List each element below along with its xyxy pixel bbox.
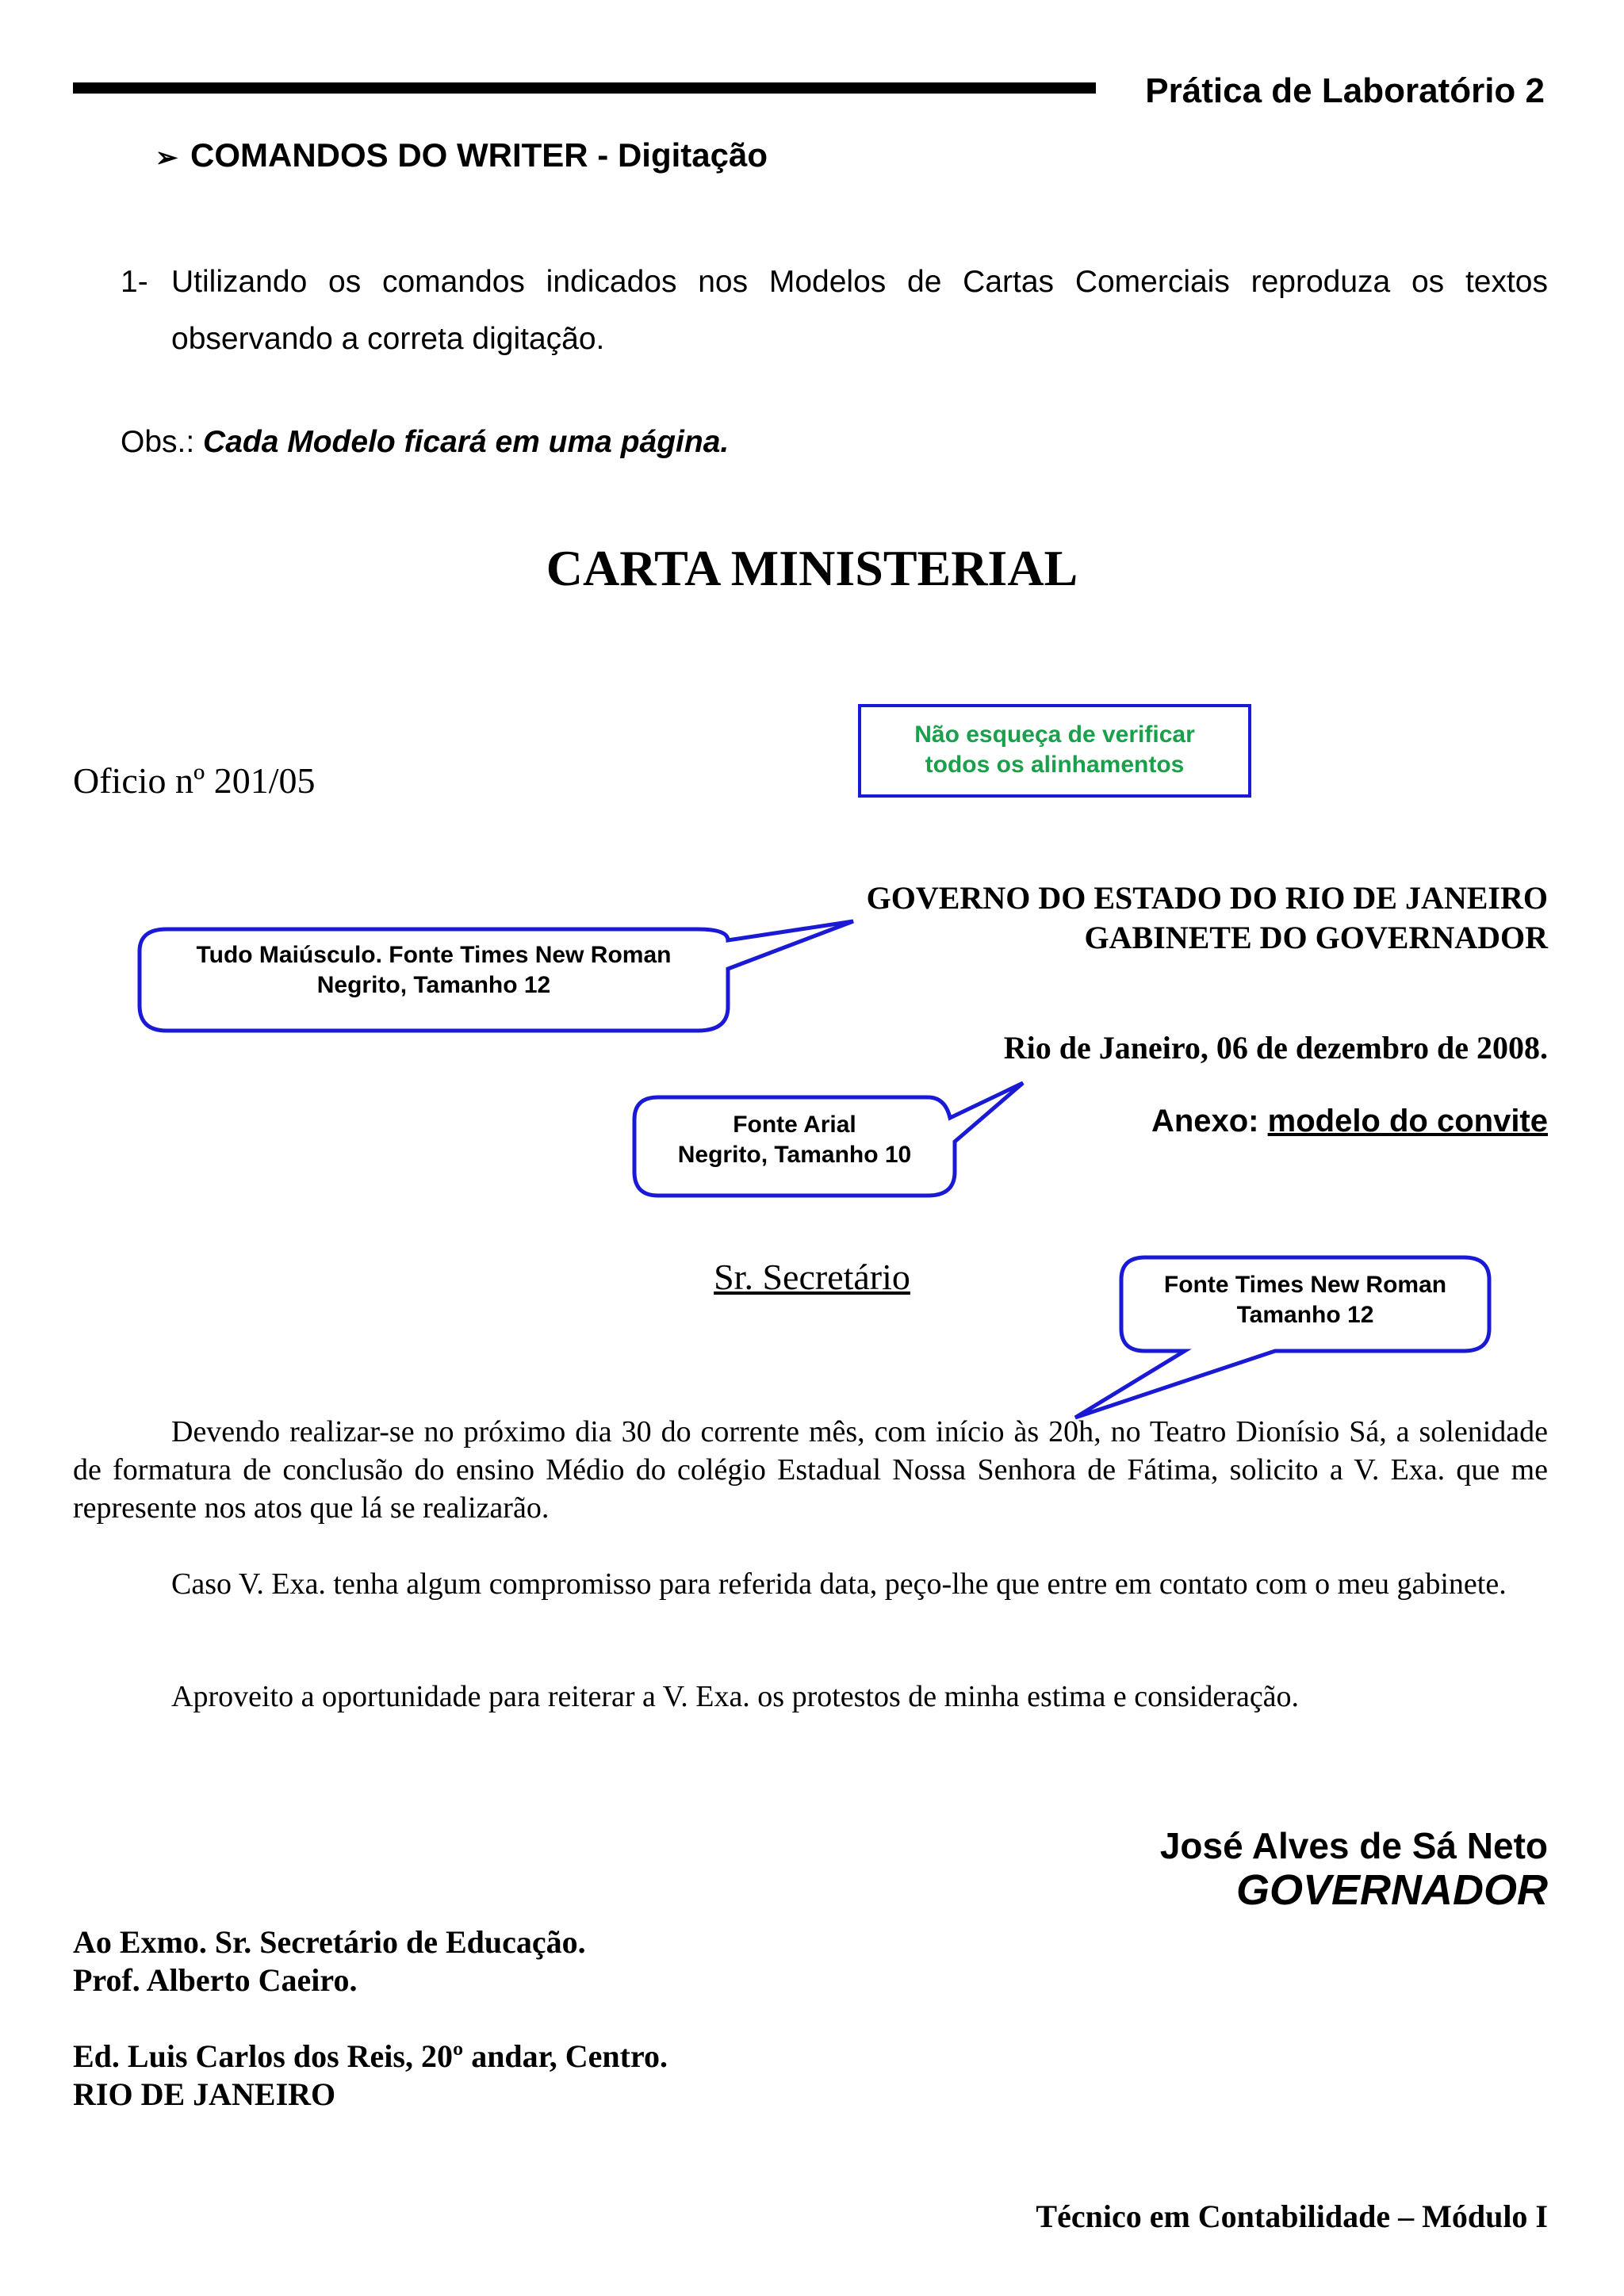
callout-arial-line1: Fonte Arial [733, 1112, 856, 1138]
callout-caps-line1: Tudo Maiúsculo. Fonte Times New Roman [196, 942, 672, 968]
callout-verify-box [858, 704, 1251, 798]
instruction-number: 1- [121, 265, 148, 299]
address-line: RIO DE JANEIRO [73, 2076, 336, 2112]
callout-verify-line2: todos os alinhamentos [925, 752, 1185, 778]
signature-role: GOVERNADOR [1235, 1866, 1548, 1914]
obs-text: Cada Modelo ficará em uma página. [203, 425, 730, 459]
annex-label: Anexo: [1151, 1104, 1259, 1138]
addressee-line: Prof. Alberto Caeiro. [73, 1962, 358, 1998]
section-heading-text: COMANDOS DO WRITER - Digitação [190, 136, 768, 174]
cabinet-line: GABINETE DO GOVERNADOR [1084, 920, 1548, 955]
body-paragraph-text: Devendo realizar-se no próximo dia 30 do corrente mês, com início às 20h, no Teatro Dionísio Sá, a solenidade de formatura de conclusão do ensino Médio do colégio Estadual Nossa Senhora de Fátima, solicito a V. Exa. que me represente nos atos que lá se realizarão. [73, 1415, 1548, 1525]
signature-block [1160, 1823, 1548, 1912]
callout-times-line2: Tamanho 12 [1236, 1302, 1374, 1328]
addressee-line: Ao Exmo. Sr. Secretário de Educação. [73, 1924, 586, 1960]
letter-title: CARTA MINISTERIAL [546, 540, 1078, 596]
salutation [0, 1256, 1624, 1298]
page-header-title: Prática de Laboratório 2 [1145, 71, 1545, 110]
arrow-bullet-icon: ➢ [155, 143, 178, 173]
salutation-text: Sr. Secretário [714, 1257, 910, 1297]
callout-caps-text [140, 940, 728, 1001]
oficio-number: Oficio nº 201/05 [73, 760, 316, 801]
callout-verify-line1: Não esqueça de verificar [914, 721, 1195, 748]
annex-value: modelo do convite [1267, 1104, 1548, 1138]
body-paragraph [73, 1678, 1548, 1716]
callout-times-line1: Fonte Times New Roman [1163, 1272, 1447, 1298]
government-header [867, 878, 1548, 958]
obs-label: Obs.: [121, 425, 195, 459]
callout-caps-line2: Negrito, Tamanho 12 [316, 972, 551, 998]
body-paragraph-text: Aproveito a oportunidade para reiterar a V. Exa. os protestos de minha estima e consideração. [171, 1680, 1300, 1713]
body-paragraph [73, 1413, 1548, 1527]
body-paragraph [73, 1565, 1548, 1603]
letter-date: Rio de Janeiro, 06 de dezembro de 2008. [1003, 1030, 1548, 1066]
callout-arial-text [634, 1110, 955, 1170]
government-line: GOVERNO DO ESTADO DO RIO DE JANEIRO [866, 880, 1548, 916]
callout-arial-line2: Negrito, Tamanho 10 [677, 1142, 912, 1168]
instruction-text: Utilizando os comandos indicados nos Modelos de Cartas Comerciais reproduza os textos observando a correta digitação. [171, 265, 1548, 356]
body-paragraph-text: Caso V. Exa. tenha algum compromisso para referida data, peço-lhe que entre em contato com o meu gabinete. [171, 1567, 1507, 1601]
address-line: Ed. Luis Carlos dos Reis, 20º andar, Centro. [73, 2038, 668, 2074]
annex-line [1151, 1104, 1548, 1139]
signature-name: José Alves de Sá Neto [1159, 1825, 1548, 1866]
addressee-block [73, 1923, 586, 1999]
page-footer: Técnico em Contabilidade – Módulo I [1036, 2198, 1548, 2234]
address-block [73, 2038, 668, 2114]
